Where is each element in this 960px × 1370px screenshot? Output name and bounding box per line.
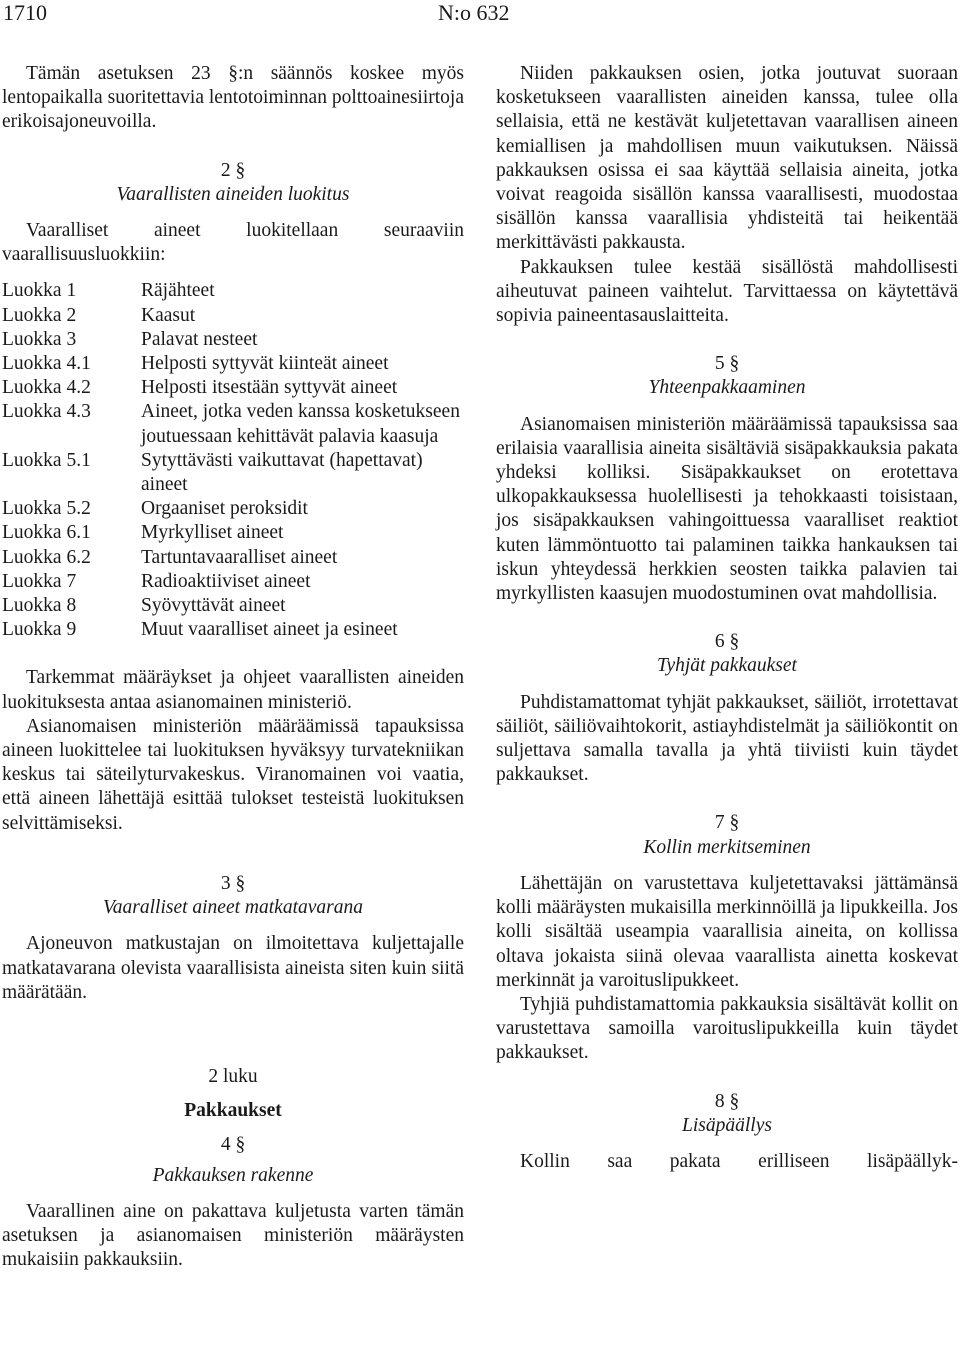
section-5-paragraph-1: Asianomaisen ministeriön määräämissä tapauksissa saa erilaisia vaarallisia aineita sisältäviä sisäpakkauksia pakata yhdeksi kolliksi. Sisäpakkaukset on erotettava ulkopakkauksessa huolellisesti ja tehokkaasti toisistaan, jos sisäpakkauksen vahingoittuessa vaaralliset reaktiot kuten lämmöntuotto tai palaminen taikka hankauksen tai iskun yhteydessä herkkien seosten taikka palavien tai myrkyllisten kaasujen muodostuminen ovat mahdollisia.	[496, 413, 958, 605]
page-number: 1710	[3, 0, 47, 25]
section-2-number: 2 §	[220, 159, 246, 181]
section-4-paragraph-1: Vaarallinen aine on pakattava kuljetusta varten tämän asetuksen ja asianomaisen ministeriön määräysten mukaisiin pakkauksiin.	[2, 1200, 464, 1271]
section-5-number: 5 §	[714, 353, 740, 375]
class-label: Luokka 9	[2, 619, 77, 641]
class-row	[2, 618, 464, 642]
class-description: Helposti itsestään syttyvät aineet	[141, 377, 398, 399]
class-label: Luokka 5.1	[2, 449, 91, 471]
class-label: Luokka 2	[2, 304, 77, 326]
section-2-paragraph-3: Asianomaisen ministeriön määräämissä tapauksissa aineen luokittelee tai luokituksen hyväksyy turvatekniikan keskus tai säteilyturvakeskus. Viranomainen voi vaatia, että aineen lähettäjä esittää tulokset testeistä luokituksen selvittämiseksi.	[2, 715, 464, 834]
section-8-title: Lisäpäällys	[682, 1114, 772, 1136]
class-label: Luokka 3	[2, 328, 77, 350]
class-list	[2, 279, 464, 642]
class-description: Muut vaaralliset aineet ja esineet	[141, 619, 398, 641]
class-row	[2, 521, 464, 545]
section-7-title: Kollin merkitseminen	[643, 836, 811, 858]
section-7-paragraph-1: Lähettäjän on varustettava kuljetettavaksi jättämänsä kolli määräysten mukaisilla merkinnöillä ja lipukkeilla. Jos kolli sisältää useampia vaarallisia aineita, on kollissa oltava jokaista siinä olevaa vaarallista ainetta koskevat merkinnät ja varoituslipukkeet.	[496, 872, 958, 991]
class-row	[2, 449, 464, 497]
chapter-title: Pakkaukset	[184, 1100, 282, 1122]
page-header	[0, 0, 960, 30]
class-label: Luokka 4.3	[2, 401, 91, 423]
class-label: Luokka 4.1	[2, 353, 91, 375]
section-8-paragraph-1: Kollin saa pakata erilliseen lisäpäällyk-	[520, 1150, 958, 1172]
section-2-title: Vaarallisten aineiden luokitus	[116, 183, 350, 205]
class-label: Luokka 6.1	[2, 522, 91, 544]
class-label: Luokka 8	[2, 595, 77, 617]
class-label: Luokka 1	[2, 280, 77, 302]
class-row	[2, 328, 464, 352]
class-row	[2, 594, 464, 618]
section-8-number: 8 §	[714, 1090, 740, 1112]
section-2-paragraph-1: Vaaralliset aineet luokitellaan seuraaviin vaarallisuusluokkiin:	[2, 220, 464, 266]
intro-paragraph: Tämän asetuksen 23 §:n säännös koskee myös lentopaikalla suoritettavia lentotoiminnan polttoainesiirtoja erikoisajoneuvoilla.	[2, 63, 464, 133]
class-description: Tartuntavaaralliset aineet	[141, 546, 338, 568]
class-description: Sytyttävästi vaikuttavat (hapettavat) aineet	[141, 449, 423, 496]
section-5-title: Yhteenpakkaaminen	[648, 377, 806, 399]
class-label: Luokka 5.2	[2, 498, 91, 520]
section-3-number: 3 §	[220, 872, 246, 894]
class-row	[2, 376, 464, 400]
class-description: Syövyttävät aineet	[141, 595, 286, 617]
section-4-title: Pakkauksen rakenne	[152, 1164, 314, 1186]
class-row	[2, 546, 464, 570]
class-row	[2, 279, 464, 303]
class-description: Räjähteet	[141, 280, 215, 302]
class-row	[2, 497, 464, 521]
section-3-paragraph-1: Ajoneuvon matkustajan on ilmoitettava kuljettajalle matkatavarana olevista vaarallisista aineista siten kuin siitä määrätään.	[2, 933, 464, 1003]
class-description: Radioaktiiviset aineet	[141, 570, 311, 592]
right-paragraph-1: Niiden pakkauksen osien, jotka joutuvat suoraan kosketukseen vaarallisten aineiden kanssa, tulee olla sellaisia, että ne kestävät kuljetettavan vaarallisen aineen kemiallisen ja mahdollisen muun vaikutuksen. Näissä pakkauksen osissa ei saa käyttää sellaisia aineita, jotka voivat reagoida sisällön kanssa vaarallisesti, muodostaa sisällön kanssa vaarallisia yhdisteitä tai heikentää merkittävästi pakkausta.	[496, 63, 958, 254]
class-label: Luokka 6.2	[2, 546, 91, 568]
right-column	[496, 62, 958, 1174]
class-description: Helposti syttyvät kiinteät aineet	[141, 353, 389, 375]
issue-number: N:o 632	[438, 0, 510, 25]
section-7-paragraph-2: Tyhjiä puhdistamattomia pakkauksia sisältävät kollit on varustettava samoilla varoituslipukkeilla kuin täydet pakkaukset.	[496, 993, 958, 1064]
chapter-number: 2 luku	[208, 1065, 258, 1087]
class-row	[2, 352, 464, 376]
section-6-paragraph-1: Puhdistamattomat tyhjät pakkaukset, säiliöt, irrotettavat säiliöt, säiliövaihtokorit, astiayhdistelmät ja säiliökontit on suljettava samalla tavalla ja yhtä tiiviisti kuin täydet pakkaukset.	[496, 691, 958, 786]
class-description: Palavat nesteet	[141, 328, 258, 350]
class-description: Aineet, jotka veden kanssa kosketukseen joutuessaan kehittävät palavia kaasuja	[141, 401, 460, 447]
section-6-title: Tyhjät pakkaukset	[657, 655, 797, 677]
right-paragraph-2: Pakkauksen tulee kestää sisällöstä mahdollisesti aiheutuvat paineen vaihtelut. Tarvittaessa on käytettävä sopivia paineentasauslaitteita.	[496, 256, 958, 327]
class-label: Luokka 4.2	[2, 377, 91, 399]
section-2-paragraph-2: Tarkemmat määräykset ja ohjeet vaarallisten aineiden luokituksesta antaa asianomainen ministeriö.	[2, 667, 464, 713]
class-row	[2, 304, 464, 328]
class-description: Myrkylliset aineet	[141, 522, 284, 544]
section-6-number: 6 §	[714, 631, 740, 653]
class-row	[2, 570, 464, 594]
class-description: Orgaaniset peroksidit	[141, 498, 308, 520]
class-description: Kaasut	[141, 304, 196, 326]
section-3-title: Vaaralliset aineet matkatavarana	[103, 897, 363, 919]
class-row	[2, 400, 464, 448]
left-column	[2, 62, 464, 1272]
section-7-number: 7 §	[714, 812, 740, 834]
section-4-number: 4 §	[220, 1134, 246, 1156]
class-label: Luokka 7	[2, 570, 77, 592]
